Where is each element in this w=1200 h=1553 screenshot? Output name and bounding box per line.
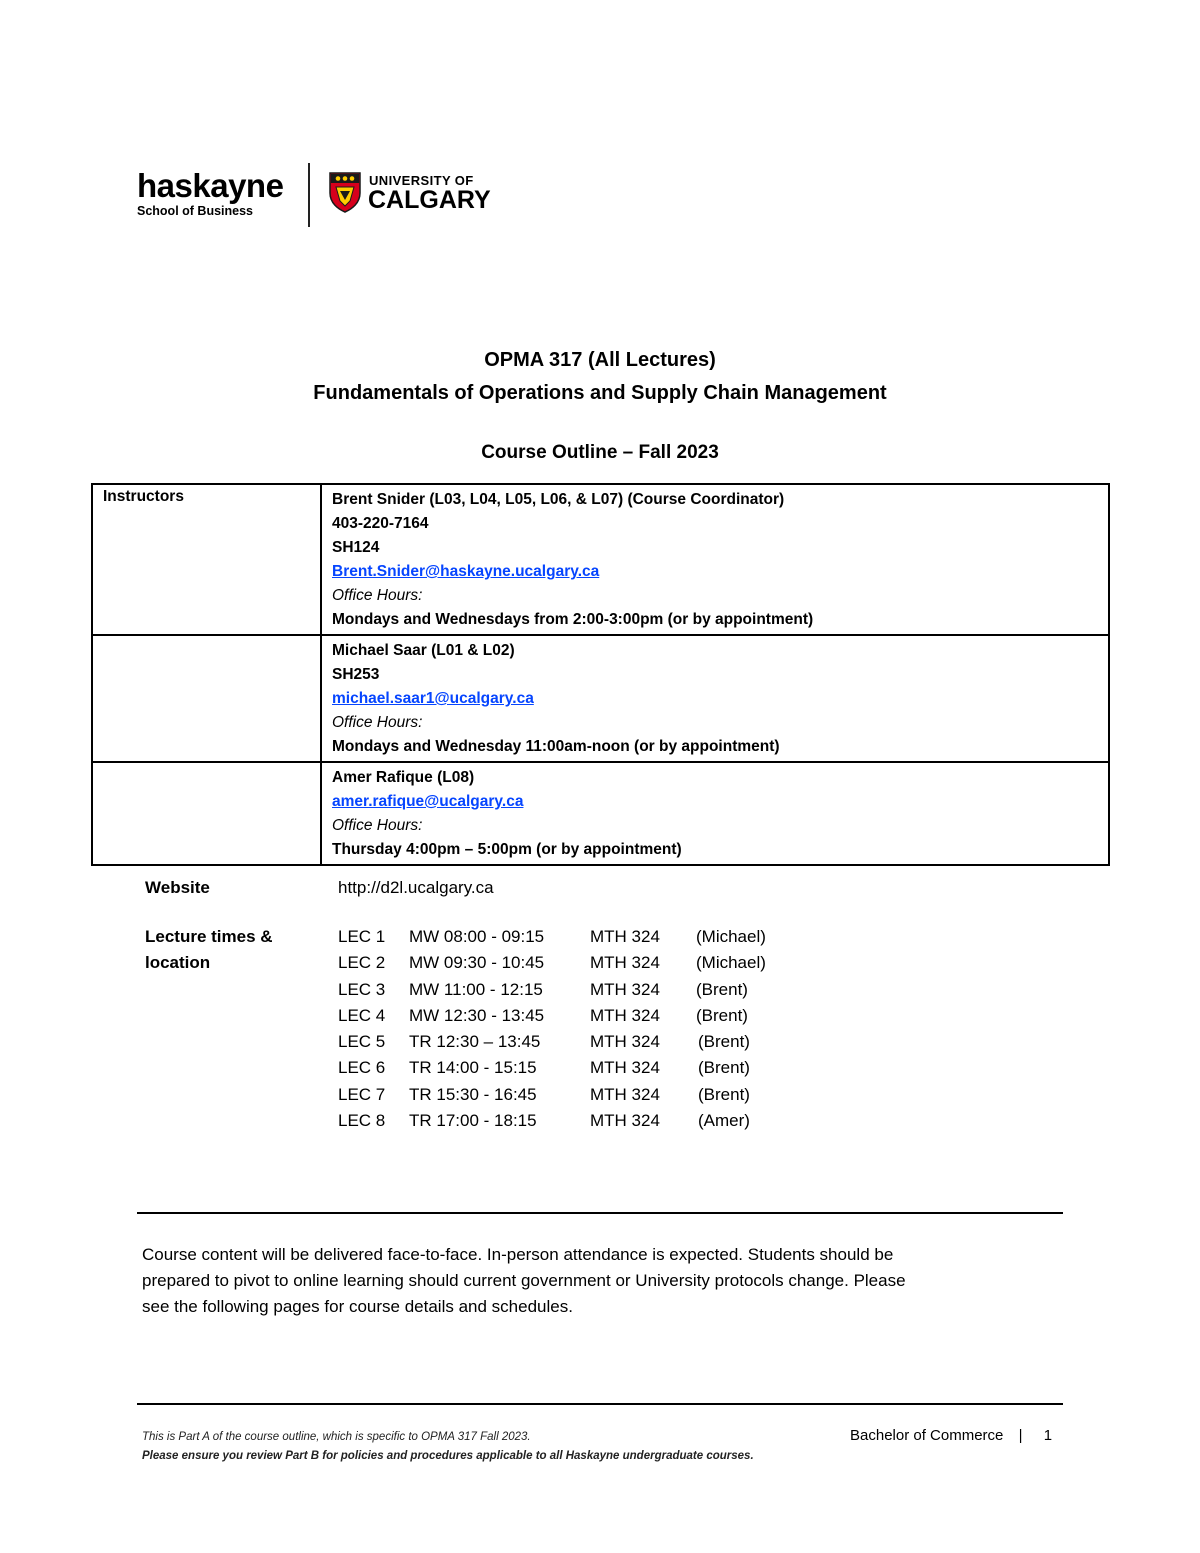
lecture-code: LEC 7 (338, 1084, 386, 1104)
instructor-office: SH253 (332, 666, 380, 683)
office-hours-value: Mondays and Wednesdays from 2:00-3:00pm (or by appointment) (332, 611, 814, 628)
lecture-room: MTH 324 (590, 1058, 660, 1078)
footer-note: This is Part A of the course outline, which is specific to OPMA 317 Fall 2023. (142, 1431, 531, 1443)
lecture-instructor: (Michael) (696, 953, 766, 973)
lecture-room: MTH 324 (590, 1111, 660, 1131)
lecture-code: LEC 5 (338, 1032, 386, 1052)
haskayne-wordmark: haskayne (137, 167, 284, 204)
instructor-cell-michael (321, 635, 1109, 762)
empty-cell (92, 762, 321, 865)
program-name: Bachelor of Commerce (850, 1427, 1004, 1444)
instructor-name: Brent Snider (L03, L04, L05, L06, & L07) (Course Coordinator) (332, 491, 785, 508)
lecture-time: TR 12:30 – 13:45 (409, 1032, 541, 1052)
instructor-office: SH124 (332, 539, 380, 556)
instructor-cell-brent (321, 484, 1109, 635)
lecture-room: MTH 324 (590, 1005, 660, 1025)
table-row (92, 762, 1109, 865)
notice-line: prepared to pivot to online learning should current government or University protocols change. Please (142, 1271, 906, 1290)
lecture-room: MTH 324 (590, 927, 660, 946)
table-row (92, 635, 1109, 762)
table-row (92, 484, 1109, 635)
logo-divider (308, 163, 310, 227)
instructor-email-link[interactable]: Brent.Snider@haskayne.ucalgary.ca (332, 563, 600, 580)
office-hours-label: Office Hours: (332, 817, 423, 834)
lecture-instructor: (Brent) (696, 1005, 748, 1025)
instructor-email-link[interactable]: michael.saar1@ucalgary.ca (332, 690, 534, 707)
lecture-room: MTH 324 (590, 979, 660, 999)
lecture-room: MTH 324 (590, 953, 660, 973)
instructor-phone: 403-220-7164 (332, 515, 429, 532)
calgary-text: CALGARY (368, 186, 491, 214)
lecture-time: MW 12:30 - 13:45 (409, 1005, 545, 1025)
lecture-instructor: (Brent) (696, 979, 748, 999)
instructor-name: Michael Saar (L01 & L02) (332, 642, 515, 659)
notice-line: see the following pages for course details and schedules. (142, 1297, 573, 1316)
lecture-code: LEC 3 (338, 979, 386, 999)
lecture-code: LEC 8 (338, 1111, 386, 1131)
lecture-instructor: (Brent) (698, 1084, 750, 1104)
footer-divider (137, 1403, 1063, 1405)
lecture-time: TR 17:00 - 18:15 (409, 1111, 537, 1131)
footer-note: Please ensure you review Part B for policies and procedures applicable to all Haskayne undergraduate courses. (142, 1450, 754, 1462)
lecture-time: TR 15:30 - 16:45 (409, 1084, 537, 1104)
university-crest-icon (328, 171, 362, 213)
footer-notes (142, 1428, 754, 1466)
website-label: Website (145, 878, 210, 897)
lecture-time: TR 14:00 - 15:15 (409, 1058, 537, 1078)
lecture-room: MTH 324 (590, 1084, 660, 1104)
lecture-code: LEC 4 (338, 1005, 386, 1025)
lecture-instructor: (Brent) (698, 1032, 750, 1052)
notice-line: Course content will be delivered face-to-face. In-person attendance is expected. Students should be (142, 1245, 894, 1264)
section-divider (137, 1212, 1063, 1214)
page-number: 1 (1043, 1427, 1053, 1444)
office-hours-value: Thursday 4:00pm – 5:00pm (or by appointment) (332, 841, 682, 858)
office-hours-label: Office Hours: (332, 587, 423, 604)
website-value[interactable]: http://d2l.ucalgary.ca (338, 878, 494, 897)
lecture-instructor: (Amer) (698, 1111, 750, 1131)
footer-separator: | (1018, 1427, 1023, 1444)
lecture-location-label: location (145, 953, 211, 972)
instructors-table (91, 483, 1110, 866)
university-of-text: UNIVERSITY OF (369, 173, 474, 188)
lecture-times-label: Lecture times & (145, 927, 273, 946)
lecture-instructor: (Michael) (696, 927, 766, 946)
lecture-instructor: (Brent) (698, 1058, 750, 1078)
lecture-code: LEC 2 (338, 953, 386, 973)
course-outline-title: Course Outline – Fall 2023 (481, 442, 719, 463)
lecture-code: LEC 1 (338, 927, 386, 946)
instructor-email-link[interactable]: amer.rafique@ucalgary.ca (332, 793, 524, 810)
course-code-title: OPMA 317 (All Lectures) (484, 349, 716, 371)
haskayne-subtitle: School of Business (137, 204, 253, 218)
course-name-title: Fundamentals of Operations and Supply Chain Management (313, 382, 887, 404)
lecture-room: MTH 324 (590, 1032, 660, 1052)
lecture-code: LEC 6 (338, 1058, 386, 1078)
footer-page-info (850, 1426, 1052, 1446)
instructors-label: Instructors (92, 484, 321, 635)
office-hours-label: Office Hours: (332, 714, 423, 731)
office-hours-value: Mondays and Wednesday 11:00am-noon (or by appointment) (332, 738, 780, 755)
lecture-time: MW 11:00 - 12:15 (409, 979, 543, 999)
lecture-time: MW 08:00 - 09:15 (409, 927, 545, 946)
empty-cell (92, 635, 321, 762)
delivery-notice (142, 1242, 1062, 1320)
lecture-time: MW 09:30 - 10:45 (409, 953, 545, 973)
instructor-name: Amer Rafique (L08) (332, 769, 475, 786)
instructor-cell-amer (321, 762, 1109, 865)
